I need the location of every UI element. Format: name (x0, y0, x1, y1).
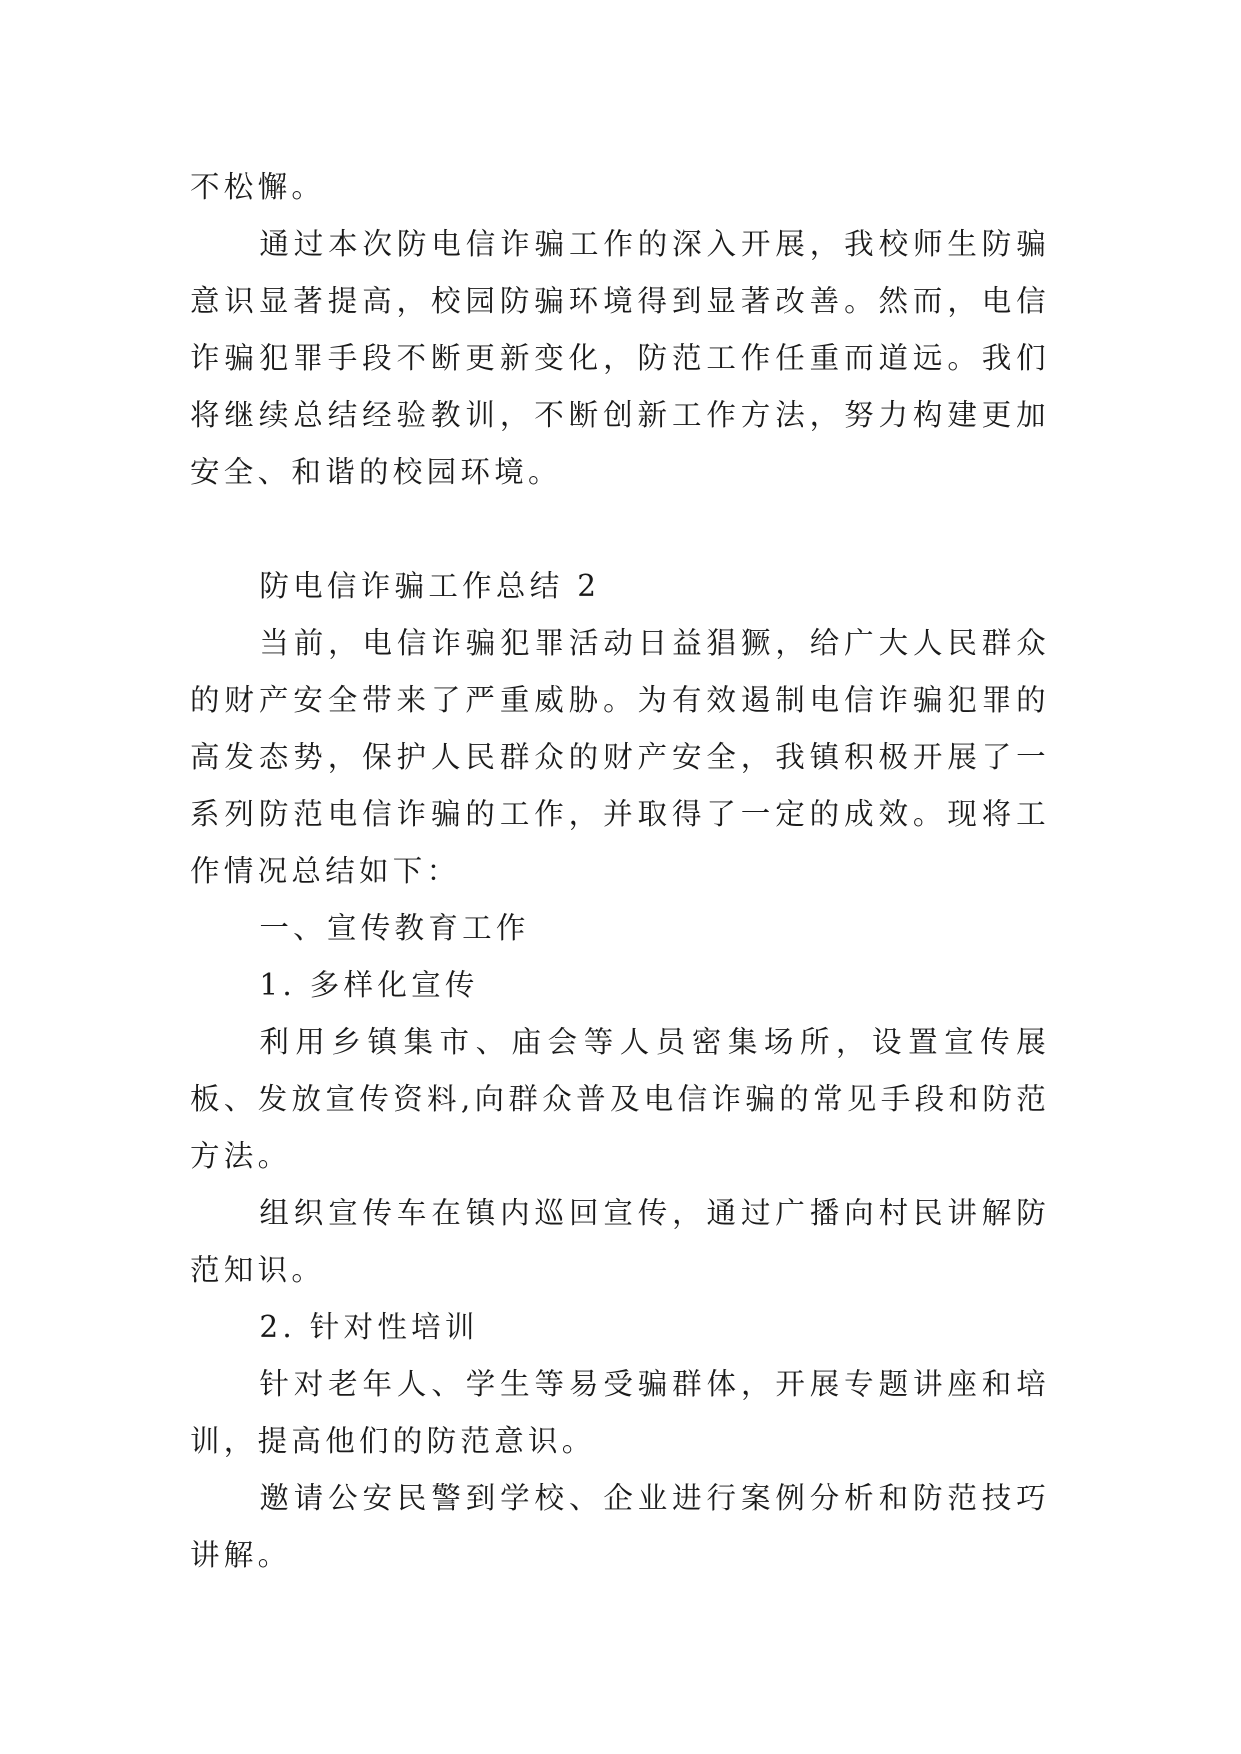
heading-level-2-first: 1. 多样化宣传 (259, 968, 479, 1002)
heading-level-1: 一、宣传教育工作 (259, 911, 530, 945)
paragraph-item: 利用乡镇集市、庙会等人员密集场所，设置宣传展板、发放宣传资料,向群众普及电信诈骗的常见手段和防范方法。 (190, 1025, 1050, 1173)
paragraph-intro: 当前，电信诈骗犯罪活动日益猖獗，给广大人民群众的财产安全带来了严重威胁。为有效遏制电信诈骗犯罪的高发态势，保护人民群众的财产安全，我镇积极开展了一系列防范电信诈骗的工作，并取得了一定的成效。现将工作情况总结如下： (190, 626, 1050, 888)
heading-level-2-second: 2. 针对性培训 (259, 1310, 479, 1344)
paragraph-item: 组织宣传车在镇内巡回宣传，通过广播向村民讲解防范知识。 (190, 1196, 1050, 1287)
paragraph-continuation: 不松懈。 (190, 170, 326, 204)
paragraph-conclusion: 通过本次防电信诈骗工作的深入开展，我校师生防骗意识显著提高，校园防骗环境得到显著改善。然而，电信诈骗犯罪手段不断更新变化，防范工作任重而道远。我们将继续总结经验教训，不断创新工作方法，努力构建更加安全、和谐的校园环境。 (190, 227, 1050, 489)
paragraph-item: 针对老年人、学生等易受骗群体，开展专题讲座和培训，提高他们的防范意识。 (190, 1367, 1050, 1458)
paragraph-item: 邀请公安民警到学校、企业进行案例分析和防范技巧讲解。 (190, 1481, 1050, 1572)
blank-line (190, 501, 1050, 558)
section-title: 防电信诈骗工作总结 2 (259, 569, 601, 603)
document-body (190, 159, 1050, 1584)
